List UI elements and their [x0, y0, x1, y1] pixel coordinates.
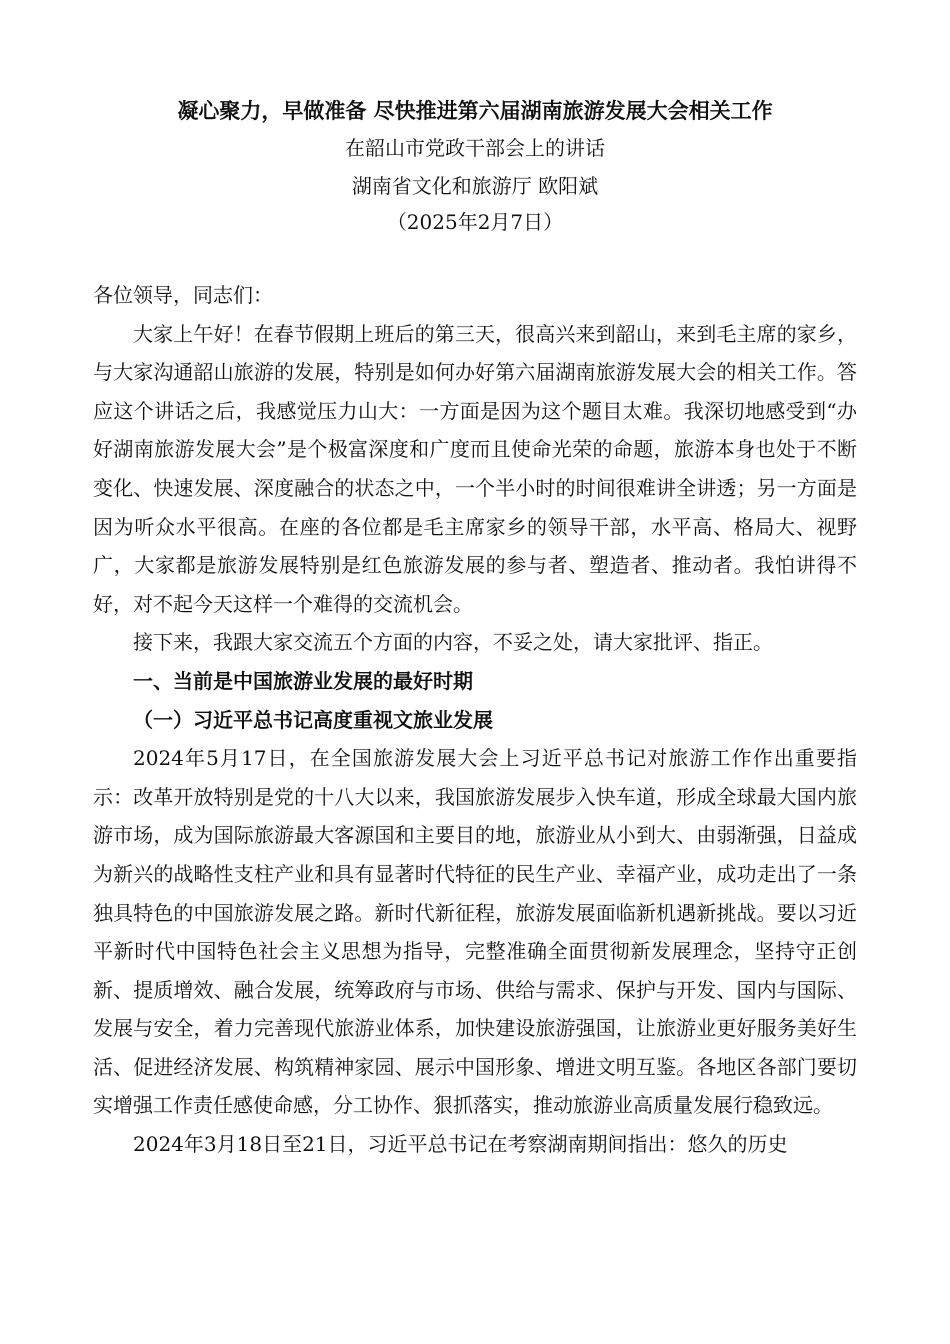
paragraph-hunan-visit: 2024年3月18日至21日，习近平总书记在考察湖南期间指出：悠久的历史	[133, 1132, 788, 1157]
document-title: 凝心聚力，早做准备 尽快推进第六届湖南旅游发展大会相关工作	[177, 98, 773, 123]
subsection-heading-1: （一）习近平总书记高度重视文旅业发展	[133, 707, 493, 732]
paragraph-opening: 大家上午好！在春节假期上班后的第三天，很高兴来到韶山，来到毛主席的家乡，与大家沟通韶山旅游的发展，特别是如何办好第六届湖南旅游发展大会的相关工作。答应这个讲话之后，我感觉压力山大：一方面是因为这个题目太难。我深切地感受到“办好湖南旅游发展大会”是个极富深度和广度而且使命光荣的命题，旅游本身也处于不断变化、快速发展、深度融合的状态之中，一个半小时的时间很难讲全讲透；另一方面是因为听众水平很高。在座的各位都是毛主席家乡的领导干部，水平高、格局大、视野广，大家都是旅游发展特别是红色旅游发展的参与者、塑造者、推动者。我怕讲得不好，对不起今天这样一个难得的交流机会。	[93, 321, 857, 616]
document-date: （2025年2月7日）	[386, 210, 564, 234]
document-body	[93, 276, 857, 1164]
document-subtitle: 在韶山市党政干部会上的讲话	[345, 136, 605, 160]
paragraph-outline: 接下来，我跟大家交流五个方面的内容，不妥之处，请大家批评、指正。	[133, 630, 773, 655]
paragraph-instructions: 2024年5月17日，在全国旅游发展大会上习近平总书记对旅游工作作出重要指示：改革开放特别是党的十八大以来，我国旅游发展步入快车道，形成全球最大国内旅游市场，成为国际旅游最大客源国和主要目的地，旅游业从小到大、由弱渐强，日益成为新兴的战略性支柱产业和具有显著时代特征的民生产业、幸福产业，成功走出了一条独具特色的中国旅游发展之路。新时代新征程，旅游发展面临新机遇新挑战。要以习近平新时代中国特色社会主义思想为指导，完整准确全面贯彻新发展理念，坚持守正创新、提质增效、融合发展，统筹政府与市场、供给与需求、保护与开发、国内与国际、发展与安全，着力完善现代旅游业体系，加快建设旅游强国，让旅游业更好服务美好生活、促进经济发展、构筑精神家园、展示中国形象、增进文明互鉴。各地区各部门要切实增强工作责任感使命感，分工协作、狠抓落实，推动旅游业高质量发展行稳致远。	[93, 746, 857, 1118]
document-speaker: 湖南省文化和旅游厅 欧阳斌	[351, 174, 599, 198]
salutation: 各位领导，同志们：	[93, 283, 273, 307]
section-heading-1: 一、当前是中国旅游业发展的最好时期	[133, 668, 473, 693]
